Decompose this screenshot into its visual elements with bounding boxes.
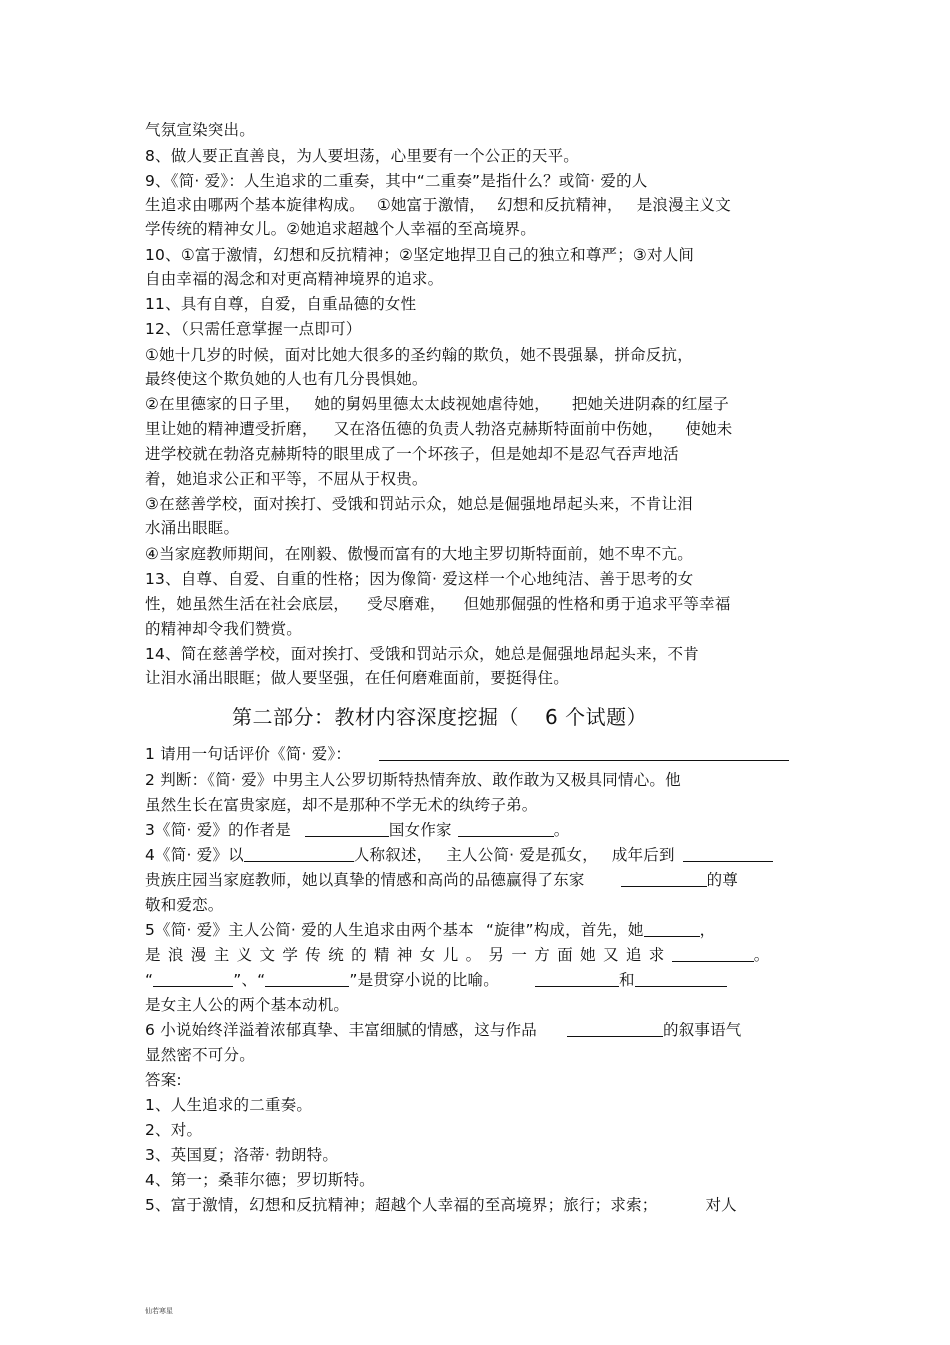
text-line: 的精神却令我们赞赏。 [145, 620, 303, 638]
text-span: 的叙事语气 [663, 1021, 742, 1039]
question-4 [145, 845, 773, 865]
text-line: 14、简在慈善学校，面对挨打、受饿和罚站示众，她总是倔强地昂起头来，不肯 [145, 645, 699, 663]
text-line: 虽然生长在富贵家庭，却不是那种不学无术的纨绔子弟。 [145, 796, 538, 814]
text-span: ②在里德家的日子里， [145, 395, 301, 413]
text-span: 受尽磨难， [367, 595, 446, 613]
question-1 [145, 744, 789, 764]
text-line: ③在慈善学校，面对挨打、受饿和罚站示众，她总是倔强地昂起头来，不肯让泪 [145, 495, 693, 513]
question-5 [145, 920, 715, 940]
text-span: ”是贯穿小说的比喻。 [349, 971, 499, 989]
question-3 [145, 820, 569, 840]
answer-blank[interactable] [244, 845, 354, 862]
text-span: 里让她的精神遭受折磨， [145, 420, 318, 438]
text-span: 贵族庄园当家庭教师，她以真挚的情感和高尚的品德赢得了东家 [145, 871, 585, 889]
text-span: 是浪漫主义文 [636, 196, 731, 214]
text-span: “ [145, 971, 154, 989]
text-span: 。 [753, 946, 770, 964]
text-span: 使她未 [685, 420, 733, 438]
text-line: 12、（只需任意掌握一点即可） [145, 320, 362, 338]
text-line: 显然密不可分。 [145, 1046, 255, 1064]
text-line [145, 870, 738, 890]
text-line: ④当家庭教师期间，在刚毅、傲慢而富有的大地主罗切斯特面前，她不卑不亢。 [145, 545, 693, 563]
text-line: 9、《简· 爱》：人生追求的二重奏，其中“二重奏”是指什么？或简· 爱的人 [145, 172, 648, 190]
text-span: 成年后到 [611, 846, 675, 864]
text-line: 水涌出眼眶。 [145, 519, 240, 537]
text-span: 又在洛伍德的负责人勃洛克赫斯特面前中伤她， [333, 420, 664, 438]
text-line [145, 394, 729, 414]
heading-text: 6 个试题） [545, 705, 648, 729]
text-line: 最终使这个欺负她的人也有几分畏惧她。 [145, 370, 428, 388]
text-line: 气氛宣染突出。 [145, 121, 255, 139]
text-span: 国女作家 [388, 821, 452, 839]
answer-blank[interactable] [644, 920, 700, 937]
page-footer: 仙若寒星 [145, 1307, 173, 1315]
text-span: ①她富于激情， [376, 196, 486, 214]
answer-blank[interactable] [305, 820, 389, 837]
text-span: 和 [618, 971, 635, 989]
answers-label: 答案: [145, 1071, 182, 1089]
text-line: 进学校就在勃洛克赫斯特的眼里成了一个坏孩子，但是她却不是忍气吞声地活 [145, 445, 679, 463]
answer-line: 1、人生追求的二重奏。 [145, 1096, 313, 1114]
answer-line: 2、对。 [145, 1121, 203, 1139]
text-span: 她的舅妈里德太太歧视她虐待她， [314, 395, 550, 413]
text-span: 是浪漫主义文学传统的精神女儿。另一方面她又追求 [145, 946, 672, 964]
question-6 [145, 1020, 742, 1040]
answer-blank[interactable] [265, 970, 349, 987]
answer-blank[interactable] [458, 820, 554, 837]
text-line [145, 195, 731, 215]
text-span: 3《简· 爱》的作者是 [145, 821, 291, 839]
text-span: ”、“ [233, 971, 266, 989]
answer-line [145, 1195, 737, 1215]
text-span: 6 小说始终洋溢着浓郁真挚、丰富细腻的情感，这与作品 [145, 1021, 537, 1039]
text-span: 把她关进阴森的红屋子 [571, 395, 729, 413]
text-span: 幻想和反抗精神， [497, 196, 623, 214]
text-span: 。 [553, 821, 570, 839]
text-span: 5、富于激情，幻想和反抗精神；超越个人幸福的至高境界；旅行；求索； [145, 1196, 658, 1214]
text-span: 4《简· 爱》以 [145, 846, 244, 864]
text-line [145, 945, 769, 965]
text-line: 学传统的精神女儿。②她追求超越个人幸福的至高境界。 [145, 220, 536, 238]
section-heading [232, 704, 647, 730]
answer-blank[interactable] [379, 744, 789, 761]
text-span: 生追求由哪两个基本旋律构成。 [145, 196, 365, 214]
question-2: 2 判断：《简· 爱》中男主人公罗切斯特热情奔放、敢作敢为又极具同情心。他 [145, 771, 681, 789]
text-line: 敬和爱恋。 [145, 896, 224, 914]
text-line [145, 594, 731, 614]
answer-blank[interactable] [621, 870, 707, 887]
answer-blank[interactable] [635, 970, 727, 987]
answer-line: 4、第一；桑菲尔德；罗切斯特。 [145, 1171, 375, 1189]
text-line: 是女主人公的两个基本动机。 [145, 996, 350, 1014]
text-line: 13、自尊、自爱、自重的性格；因为像简· 爱这样一个心地纯洁、善于思考的女 [145, 570, 694, 588]
text-span: 主人公简· 爱是孤女， [446, 846, 598, 864]
answer-blank[interactable] [567, 1020, 663, 1037]
text-line: 11、具有自尊，自爱，自重品德的女性 [145, 295, 417, 313]
text-line: 10、①富于激情，幻想和反抗精神；②坚定地捍卫自己的独立和尊严；③对人间 [145, 246, 695, 264]
text-line [145, 970, 727, 990]
text-span: “旋律”构成，首先，她 [485, 921, 644, 939]
answer-blank[interactable] [153, 970, 233, 987]
text-span: 性，她虽然生活在社会底层， [145, 595, 350, 613]
text-span: 的尊 [706, 871, 739, 889]
text-line [145, 419, 733, 439]
text-span: 但她那倔强的性格和勇于追求平等幸福 [463, 595, 731, 613]
text-line: 自由幸福的渴念和对更高精神境界的追求。 [145, 270, 444, 288]
text-span: 人称叙述， [353, 846, 433, 864]
heading-text: 第二部分：教材内容深度挖掘（ [232, 705, 519, 729]
text-line: 8、做人要正直善良，为人要坦荡，心里要有一个公正的天平。 [145, 147, 579, 165]
text-span: 对人 [705, 1196, 737, 1214]
answer-blank[interactable] [672, 945, 754, 962]
text-span: ， [699, 921, 716, 939]
text-line: ①她十几岁的时候，面对比她大很多的圣约翰的欺负，她不畏强暴，拼命反抗， [145, 346, 693, 364]
text-span: 1 请用一句话评价《简· 爱》： [145, 745, 352, 763]
answer-line: 3、英国夏；洛蒂· 勃朗特。 [145, 1146, 339, 1164]
text-line: 着，她追求公正和平等，不屈从于权贵。 [145, 470, 428, 488]
answer-blank[interactable] [683, 845, 773, 862]
text-line: 让泪水涌出眼眶；做人要坚强，在任何磨难面前，要挺得住。 [145, 669, 569, 687]
text-span: 5《简· 爱》主人公简· 爱的人生追求由两个基本 [145, 921, 474, 939]
answer-blank[interactable] [535, 970, 619, 987]
